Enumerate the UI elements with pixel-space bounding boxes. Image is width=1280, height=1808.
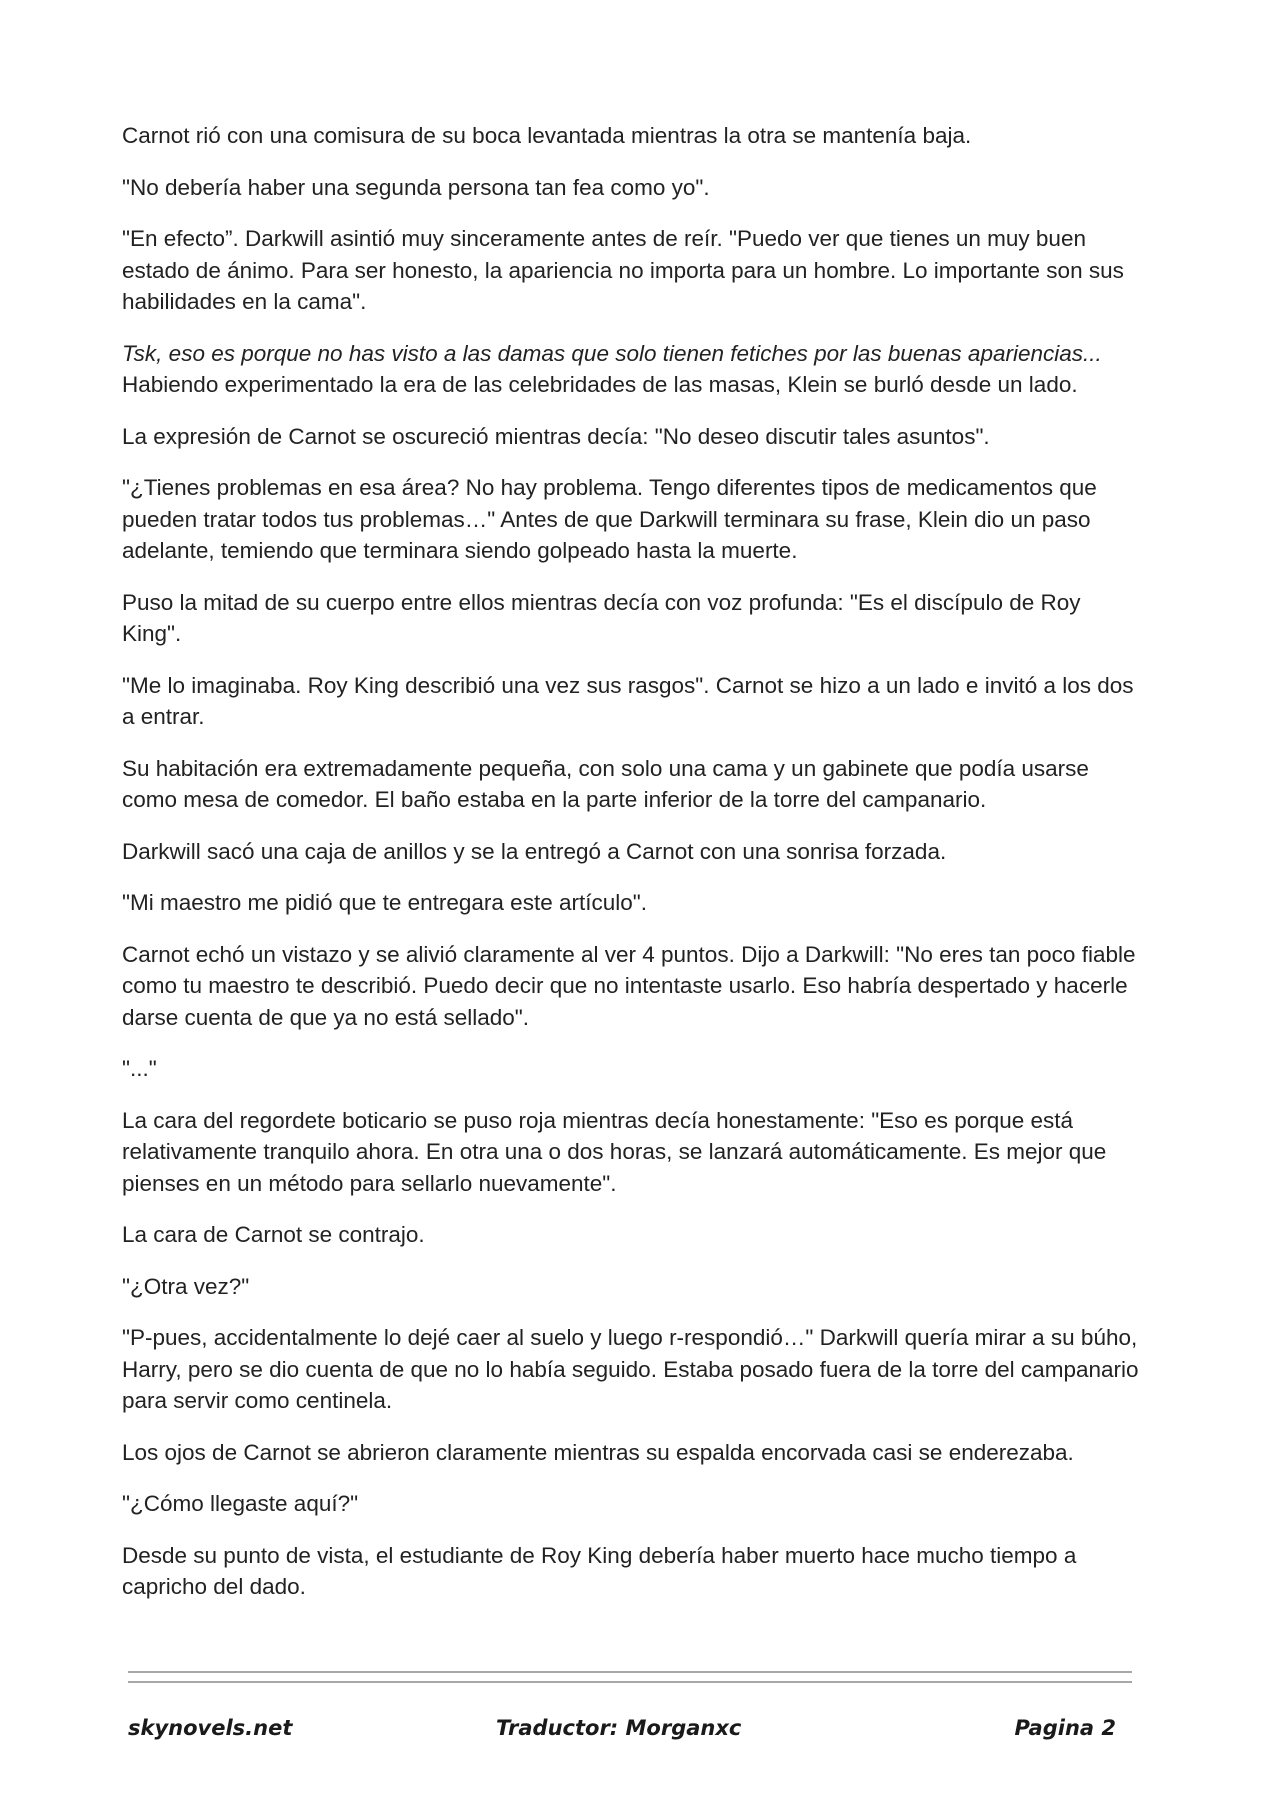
paragraph: "P-pues, accidentalmente lo dejé caer al suelo y luego r-respondió…" Darkwill quería mirar a su búho, Harry, pero se dio cuenta de que no lo había seguido. Estaba posado fuera de la torre del campanario para servir como centinela. [122,1325,1139,1413]
paragraph: Puso la mitad de su cuerpo entre ellos mientras decía con voz profunda: "Es el discípulo de Roy King". [122,589,1081,646]
paragraph-continuation: Habiendo experimentado la era de las celebridades de las masas, Klein se burló desde un lado. [122,372,1078,397]
paragraph: Carnot rió con una comisura de su boca levantada mientras la otra se mantenía baja. [122,123,972,148]
paragraph: "¿Otra vez?" [122,1273,250,1299]
footer-translator: Traductor: Morganxc [496,1716,742,1740]
paragraph: "Mi maestro me pidió que te entregara este artículo". [122,890,647,915]
paragraph [122,338,1142,401]
paragraph: Carnot echó un vistazo y se alivió claramente al ver 4 puntos. Dijo a Darkwill: "No eres tan poco fiable como tu maestro te describió. Puedo decir que no intentaste usarlo. Eso habría despertado y hacerle darse cuenta de que ya no está sellado". [122,941,1136,1030]
paragraph: Darkwill sacó una caja de anillos y se la entregó a Carnot con una sonrisa forzada. [122,838,947,864]
footer-site: skynovels.net [128,1716,293,1740]
paragraph: "En efecto”. Darkwill asintió muy sinceramente antes de reír. "Puedo ver que tienes un muy buen estado de ánimo. Para ser honesto, la apariencia no importa para un hombre. Lo importante son sus habilidades en la cama". [122,226,1124,314]
paragraph: "Me lo imaginaba. Roy King describió una vez sus rasgos". Carnot se hizo a un lado e invitó a los dos a entrar. [122,672,1134,729]
footer-divider-top [128,1671,1132,1673]
italic-thought: Tsk, eso es porque no has visto a las damas que solo tienen fetiches por las buenas apariencias... [122,340,1102,366]
paragraph: La expresión de Carnot se oscureció mientras decía: "No deseo discutir tales asuntos". [122,423,990,449]
footer-page-number: Pagina 2 [1014,1716,1116,1740]
paragraph: "No debería haber una segunda persona tan fea como yo". [122,174,710,200]
footer-divider-bottom [128,1681,1132,1683]
paragraph: La cara de Carnot se contrajo. [122,1222,425,1247]
paragraph: La cara del regordete boticario se puso roja mientras decía honestamente: "Eso es porque está relativamente tranquilo ahora. En otra una o dos horas, se lanzará automáticamente. Es mejor que pienses en un método para sellarlo nuevamente". [122,1107,1107,1196]
paragraph: Su habitación era extremadamente pequeña, con solo una cama y un gabinete que podía usarse como mesa de comedor. El baño estaba en la parte inferior de la torre del campanario. [122,755,1089,812]
paragraph: Los ojos de Carnot se abrieron claramente mientras su espalda encorvada casi se enderezaba. [122,1439,1074,1465]
page-footer [128,1716,1132,1750]
paragraph: "¿Cómo llegaste aquí?" [122,1491,359,1516]
paragraph: Desde su punto de vista, el estudiante de Roy King debería haber muerto hace mucho tiempo a capricho del dado. [122,1542,1077,1599]
paragraph: "..." [122,1056,157,1081]
paragraph: "¿Tienes problemas en esa área? No hay problema. Tengo diferentes tipos de medicamentos que pueden tratar todos tus problemas…" Antes de que Darkwill terminara su frase, Klein dio un paso adelante, temiendo que terminara siendo golpeado hasta la muerte. [122,475,1097,563]
body-text [122,120,1142,1623]
